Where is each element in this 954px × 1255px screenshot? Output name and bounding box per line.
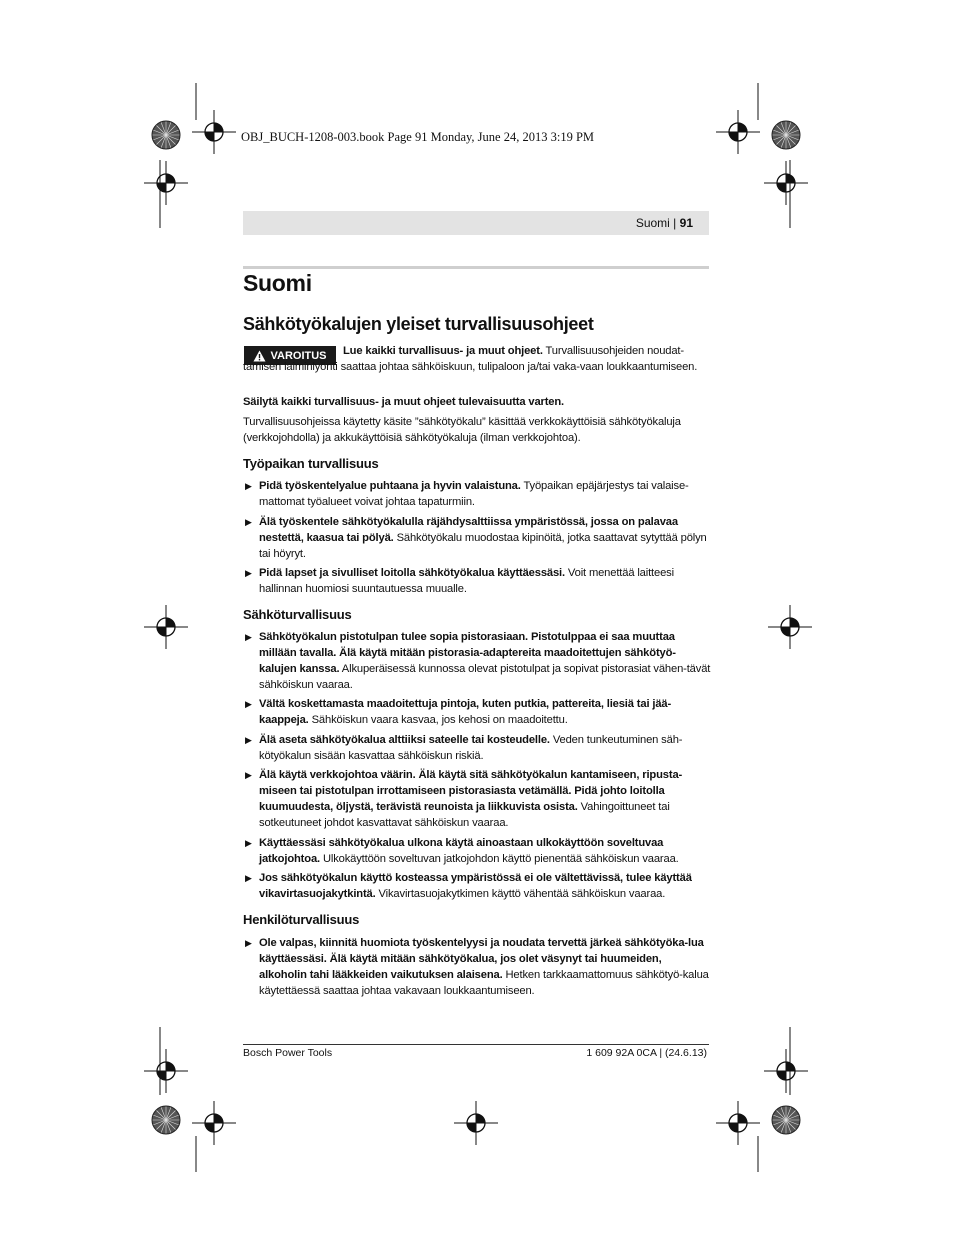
list-item: ▶ Älä työskentele sähkötyökalulla räjähdysalttiissa ympäristössä, jossa on palavaa nestettä, kaasua tai pölyä. Sähkötyökalu muodostaa kipinöitä, jotka saattavat sytyttää pölyn tai höyryt. — [245, 516, 707, 560]
triangle-right-icon: ▶ — [245, 770, 252, 780]
section-heading: Sähköturvallisuus — [243, 607, 352, 622]
color-wheel-icon — [152, 121, 180, 149]
triangle-right-icon: ▶ — [245, 481, 252, 491]
intro-paragraph: Lue kaikki turvallisuus- ja muut ohjeet. Turvallisuusohjeiden noudat-tamisen laiminlyönti saattaa johtaa sähköiskuun, tulipaloon ja/tai vaka-vaan loukkaantumiseen. — [243, 345, 698, 373]
section-title: Sähkötyökalujen yleiset turvallisuusohjeet — [243, 314, 594, 334]
list-item: ▶ Ole valpas, kiinnitä huomiota työskentelyysi ja noudata tervettä järkeä sähkötyöka-lua käyttäessäsi. Älä käytä mitään sähkötyökalua, jos olet väsynyt tai huumeiden, alkoholin tahi lääkkeiden vaikutuksen alaisena. Hetken tarkkaamattomuus sähkötyö-kalua käytettäessä saattaa johtaa vakavaan loukkaantumiseen. — [245, 937, 709, 997]
registration-mark-icon — [768, 605, 812, 649]
list-item: ▶ Pidä lapset ja sivulliset loitolla sähkötyökalua käyttäessäsi. Voit menettää laitteesi hallinnan huomiosi suuntautuessa muualle. — [245, 567, 674, 595]
warning-label: VAROITUS — [270, 349, 327, 362]
color-wheel-icon — [152, 1106, 180, 1134]
keep-instructions: Säilytä kaikki turvallisuus- ja muut ohjeet tulevaisuutta varten. — [243, 396, 565, 408]
list-item: ▶ Pidä työskentelyalue puhtaana ja hyvin valaistuna. Työpaikan epäjärjestys tai valaise-mattomat työalueet voivat johtaa tapaturmiin. — [245, 480, 689, 508]
triangle-right-icon: ▶ — [245, 873, 252, 883]
registration-mark-icon — [144, 1049, 188, 1093]
running-header: Suomi | 91 — [243, 211, 709, 235]
color-wheel-icon — [772, 1106, 800, 1134]
triangle-right-icon: ▶ — [245, 735, 252, 745]
triangle-right-icon: ▶ — [245, 838, 252, 848]
page-title: Suomi — [243, 270, 312, 296]
registration-mark-icon — [716, 110, 760, 154]
list-item: ▶ Älä käytä verkkojohtoa väärin. Älä käytä sitä sähkötyökalun kantamiseen, ripusta-miseen tai pistotulpan irrottamiseen pistorasiasta vetämällä. Pidä johto loitolla kuumuudesta, öljystä, terävistä reunoista ja liikkuvista osista. Vahingoittuneet tai sotkeutuneet johdot kasvattavat sähköiskun vaaraa. — [245, 769, 683, 829]
registration-mark-icon — [454, 1101, 498, 1145]
footer-rule — [243, 1044, 709, 1045]
list-item: ▶ Älä aseta sähkötyökalua alttiiksi sateelle tai kosteudelle. Veden tunkeutuminen säh-kötyökalun sisään kasvattaa sähköiskun riskiä. — [245, 734, 683, 762]
section-heading: Henkilöturvallisuus — [243, 912, 360, 927]
list-item: ▶ Jos sähkötyökalun käyttö kosteassa ympäristössä ei ole vältettävissä, tulee käyttää vikavirtasuojakytkintä. Vikavirtasuojakytkimen käyttö vähentää sähköiskun vaaraa. — [245, 872, 692, 900]
title-rule — [243, 266, 709, 269]
triangle-right-icon: ▶ — [245, 632, 252, 642]
registration-mark-icon — [144, 161, 188, 205]
page-number: 91 — [679, 216, 693, 230]
registration-mark-icon — [144, 605, 188, 649]
footer-docnumber: 1 609 92A 0CA | (24.6.13) — [586, 1047, 707, 1059]
list-item: ▶ Käyttäessäsi sähkötyökalua ulkona käytä ainoastaan ulkokäyttöön soveltuvaa jatkojohtoa. Ulkokäyttöön soveltuvan jatkojohdon käyttö pienentää sähköiskun vaaraa. — [245, 837, 679, 865]
section-heading: Työpaikan turvallisuus — [243, 456, 379, 471]
triangle-right-icon: ▶ — [245, 938, 252, 948]
print-slug: OBJ_BUCH-1208-003.book Page 91 Monday, June 24, 2013 3:19 PM — [241, 130, 595, 144]
triangle-right-icon: ▶ — [245, 517, 252, 527]
triangle-right-icon: ▶ — [245, 568, 252, 578]
registration-mark-icon — [192, 1101, 236, 1145]
color-wheel-icon — [772, 121, 800, 149]
definition-paragraph: Turvallisuusohjeissa käytetty käsite ”sähkötyökalu” käsittää verkkokäyttöisiä sähkötyökaluja (verkkojohdolla) ja akkukäyttöisiä sähkötyökaluja (ilman verkkojohtoa). — [243, 416, 681, 444]
registration-mark-icon — [716, 1101, 760, 1145]
list-item: ▶ Sähkötyökalun pistotulpan tulee sopia pistorasiaan. Pistotulppaa ei saa muuttaa millään tavalla. Älä käytä mitään pistorasia-adaptereita maadoitettujen sähkötyö-kalujen kanssa. Alkuperäisessä kunnossa olevat pistotulpat ja sopivat pistorasiat vähen-tävät sähköiskun vaaraa. — [245, 631, 711, 691]
registration-mark-icon — [764, 161, 808, 205]
list-item: ▶ Vältä koskettamasta maadoitettuja pintoja, kuten putkia, pattereita, liesiä tai jää-kaappeja. Sähköiskun vaara kasvaa, jos kehosi on maadoitettu. — [245, 698, 672, 726]
triangle-right-icon: ▶ — [245, 699, 252, 709]
footer-brand: Bosch Power Tools — [243, 1047, 333, 1059]
header-section: Suomi — [635, 216, 670, 230]
registration-mark-icon — [192, 110, 236, 154]
registration-mark-icon — [764, 1049, 808, 1093]
